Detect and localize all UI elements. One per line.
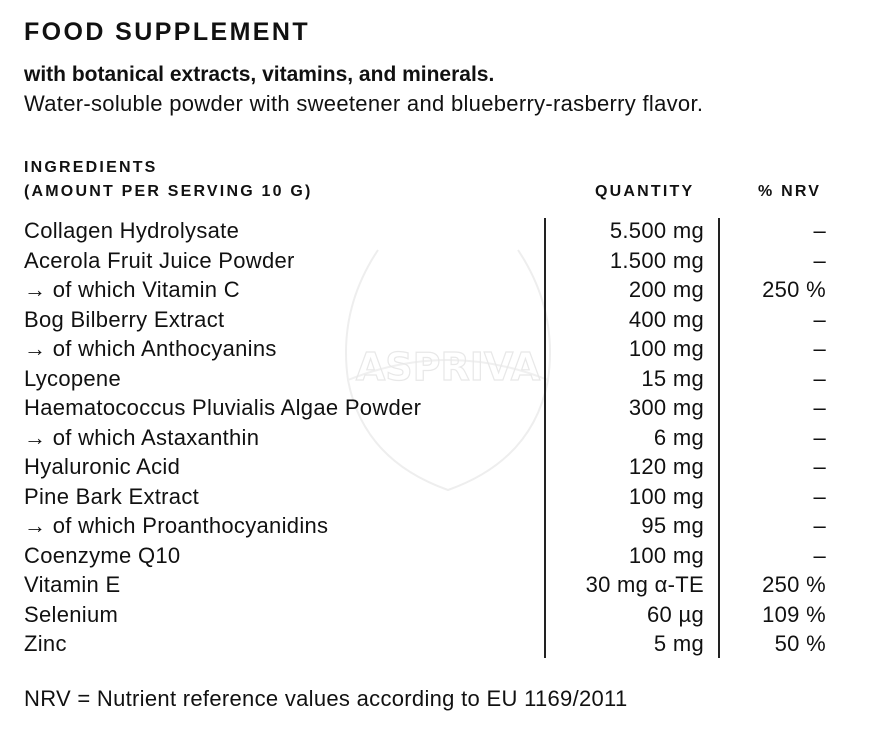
- ingredient-quantity: 100 mg: [628, 542, 704, 568]
- ingredient-quantity: 5.500 mg: [609, 218, 704, 243]
- ingredient-name: Bog Bilberry Extract: [24, 306, 225, 332]
- ingredient-quantity: 15 mg: [641, 365, 704, 391]
- table-row: [24, 216, 834, 246]
- table-row: [24, 482, 834, 512]
- ingredient-quantity: 6 mg: [653, 424, 704, 450]
- ingredient-nrv: –: [813, 395, 826, 420]
- table-row: [24, 423, 834, 453]
- ingredient-quantity: 200 mg: [628, 277, 704, 302]
- ingredient-name: → of which Vitamin C: [24, 277, 240, 302]
- ingredient-name: Vitamin E: [24, 572, 121, 597]
- ingredient-quantity: 100 mg: [628, 483, 704, 509]
- table-row: [24, 570, 834, 600]
- ingredient-quantity: 5 mg: [653, 631, 704, 656]
- ingredient-nrv: 50 %: [774, 631, 826, 656]
- ingredient-name: → of which Astaxanthin: [24, 424, 260, 450]
- ingredient-nrv: –: [813, 365, 826, 391]
- table-row: [24, 275, 834, 305]
- product-description: Water-soluble powder with sweetener and blueberry-rasberry flavor.: [24, 91, 704, 116]
- ingredient-nrv: –: [813, 483, 826, 509]
- ingredient-name: Lycopene: [24, 365, 121, 391]
- footnote: NRV = Nutrient reference values according to EU 1169/2011: [24, 686, 628, 711]
- ingredient-nrv: –: [813, 454, 826, 479]
- table-row: [24, 305, 834, 335]
- ingredients-table: [24, 216, 834, 659]
- table-row: [24, 393, 834, 423]
- ingredient-nrv: –: [813, 306, 826, 332]
- ingredient-name: Coenzyme Q10: [24, 542, 181, 568]
- ingredient-quantity: 120 mg: [628, 454, 704, 479]
- ingredient-quantity: 100 mg: [628, 336, 704, 361]
- ingredient-quantity: 300 mg: [628, 395, 704, 420]
- subtitle: with botanical extracts, vitamins, and minerals.: [24, 63, 495, 86]
- header-quantity: QUANTITY: [595, 183, 695, 200]
- table-row: [24, 541, 834, 571]
- header-ingredients: INGREDIENTS: [24, 159, 158, 176]
- table-row: [24, 246, 834, 276]
- page-title: FOOD SUPPLEMENT: [24, 18, 311, 46]
- ingredient-nrv: 250 %: [762, 277, 826, 302]
- ingredient-name: Selenium: [24, 601, 119, 627]
- ingredient-quantity: 60 µg: [647, 601, 704, 627]
- header-nrv: % NRV: [758, 183, 822, 200]
- ingredient-nrv: –: [813, 542, 826, 568]
- header-serving-amount: (AMOUNT PER SERVING 10 G): [24, 183, 313, 200]
- ingredient-name: Haematococcus Pluvialis Algae Powder: [24, 395, 422, 420]
- ingredient-name: Zinc: [24, 631, 67, 656]
- ingredient-name: Acerola Fruit Juice Powder: [24, 247, 295, 273]
- ingredient-nrv: –: [813, 218, 826, 243]
- table-row: [24, 600, 834, 630]
- ingredient-quantity: 30 mg α-TE: [585, 572, 704, 597]
- table-row: [24, 334, 834, 364]
- ingredient-name: Collagen Hydrolysate: [24, 218, 240, 243]
- ingredient-quantity: 400 mg: [628, 306, 704, 332]
- ingredient-nrv: –: [813, 336, 826, 361]
- table-row: [24, 629, 834, 659]
- ingredient-nrv: –: [813, 424, 826, 450]
- ingredient-nrv: 109 %: [762, 601, 826, 627]
- ingredient-name: Hyaluronic Acid: [24, 454, 181, 479]
- table-row: [24, 364, 834, 394]
- table-row: [24, 452, 834, 482]
- ingredient-nrv: 250 %: [762, 572, 826, 597]
- ingredient-nrv: –: [813, 513, 826, 538]
- svg-text:ASPRIVA: ASPRIVA: [355, 345, 541, 389]
- ingredient-quantity: 1.500 mg: [609, 247, 704, 273]
- ingredient-name: → of which Proanthocyanidins: [24, 513, 329, 538]
- ingredient-name: → of which Anthocyanins: [24, 336, 277, 361]
- ingredient-nrv: –: [813, 247, 826, 273]
- table-row: [24, 511, 834, 541]
- ingredient-quantity: 95 mg: [641, 513, 704, 538]
- ingredient-name: Pine Bark Extract: [24, 483, 200, 509]
